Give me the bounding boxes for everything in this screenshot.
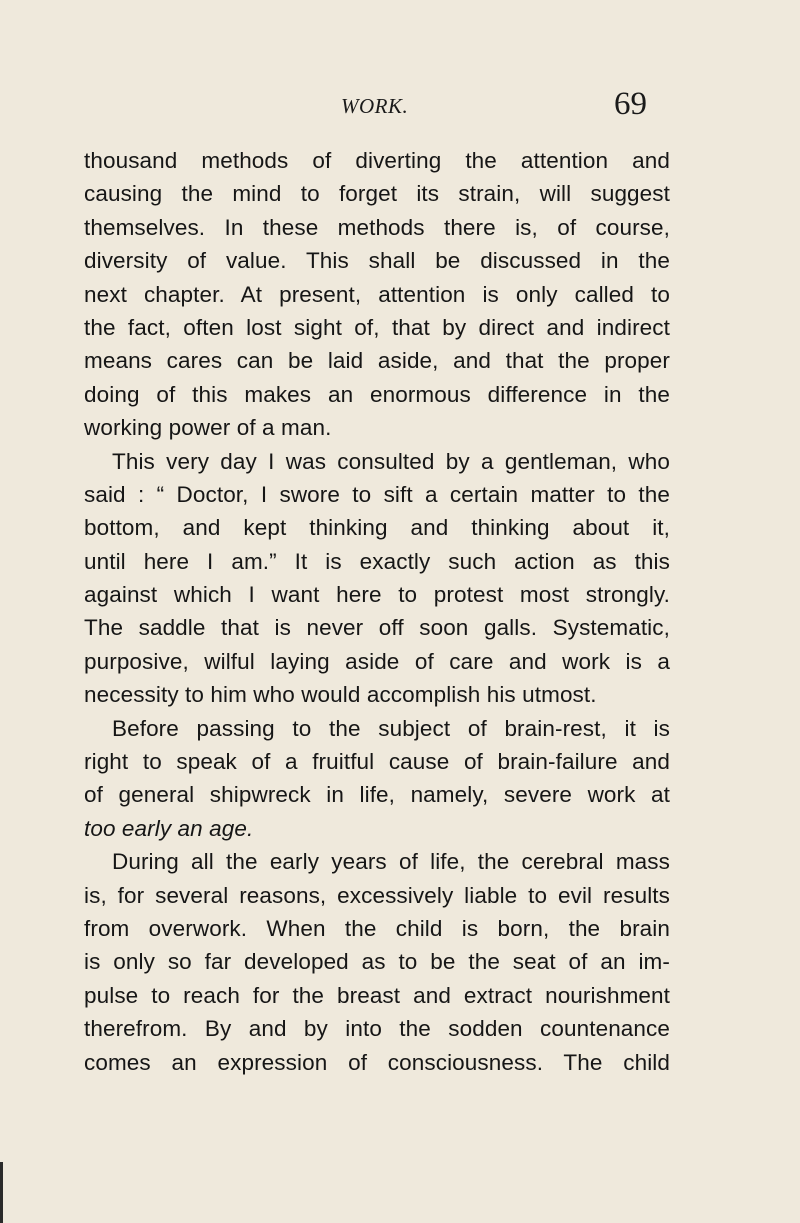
text-line: right to speak of a fruitful cause of brain-failure and [84,749,670,775]
paragraph-start-line: Before passing to the subject of brain-rest, it is [112,715,670,741]
text-line: of general shipwreck in life, namely, severe work at [84,782,670,808]
text-line: comes an expression of consciousness. The child [84,1049,670,1075]
text-line: necessity to him who would accomplish his utmost. [84,682,597,708]
text-line: means cares can be laid aside, and that the proper [84,348,670,374]
text-line: thousand methods of diverting the attention and [84,148,670,173]
running-title: WORK. [341,94,409,118]
paragraph-start-line: During all the early years of life, the cerebral mass [112,849,670,875]
text-line: causing the mind to forget its strain, will suggest [84,181,670,207]
text-line: is only so far developed as to be the seat of an im- [84,949,670,975]
text-line: said : “ Doctor, I swore to sift a certain matter to the [84,481,670,507]
page-edge-shadow [0,1162,3,1223]
text-line: bottom, and kept thinking and thinking about it, [84,515,670,541]
text-line: The saddle that is never off soon galls. Systematic, [84,615,670,641]
text-line: is, for several reasons, excessively liable to evil results [84,882,670,908]
text-line: diversity of value. This shall be discussed in the [84,248,670,274]
text-line: purposive, wilful laying aside of care and work is a [84,648,670,674]
body-text [84,144,670,1079]
text-line: until here I am.” It is exactly such action as this [84,548,670,574]
text-line: next chapter. At present, attention is only called to [84,281,670,307]
text-line: from overwork. When the child is born, the brain [84,915,670,941]
running-head [0,86,800,126]
text-line: themselves. In these methods there is, of course, [84,214,670,240]
page-number: 69 [614,86,647,122]
text-line: therefrom. By and by into the sodden countenance [84,1016,670,1042]
text-line: against which I want here to protest most strongly. [84,582,670,608]
text-line: doing of this makes an enormous difference in the [84,381,670,407]
paragraph-start-line: This very day I was consulted by a gentleman, who [112,448,670,474]
text-line: the fact, often lost sight of, that by direct and indirect [84,314,670,340]
text-line: pulse to reach for the breast and extract nourishment [84,982,670,1008]
text-line: working power of a man. [84,415,332,441]
italic-text-line: too early an age. [84,815,254,841]
